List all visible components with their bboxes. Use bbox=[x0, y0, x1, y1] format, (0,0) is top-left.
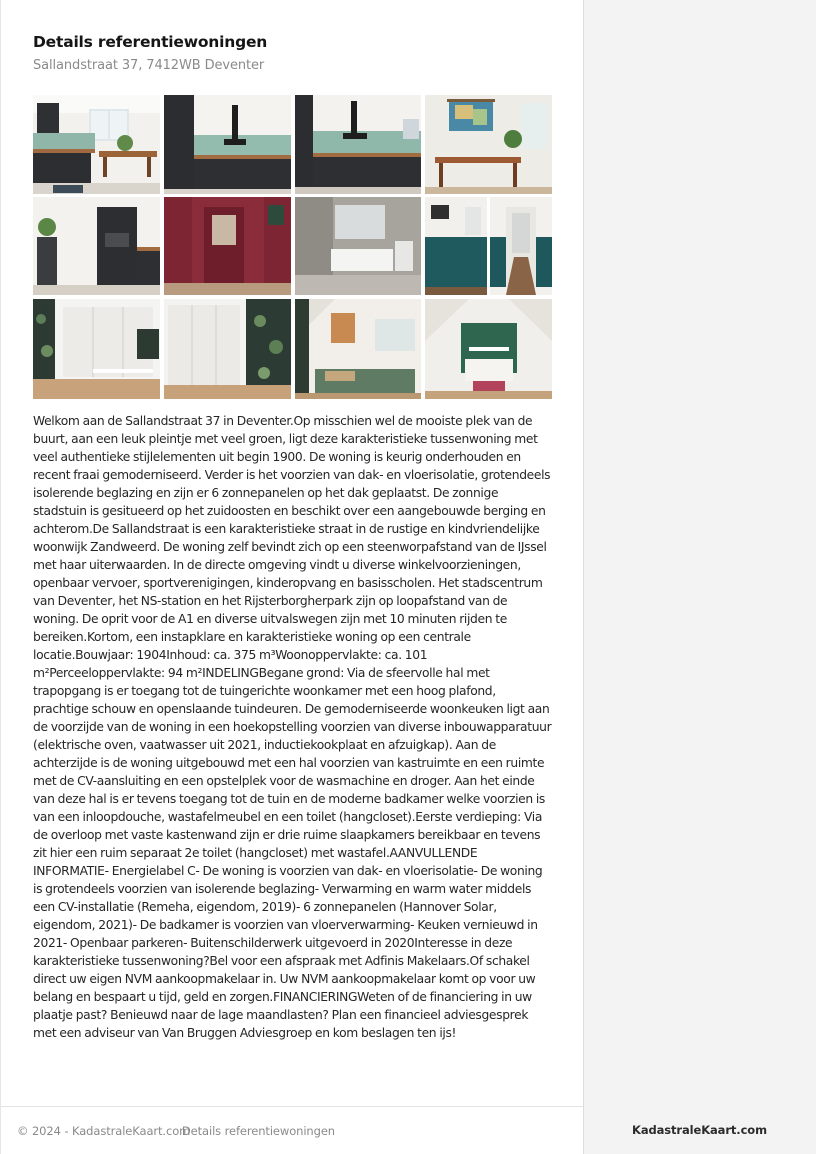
page-title: Details referentiewoningen bbox=[33, 33, 268, 51]
footer-section-label: Details referentiewoningen bbox=[181, 1124, 335, 1138]
kitchen-photo bbox=[164, 95, 291, 194]
footer-copyright: © 2024 - KadastraleKaart.com bbox=[17, 1124, 191, 1138]
dining-photo bbox=[425, 95, 552, 194]
photo-gallery bbox=[33, 95, 552, 399]
kitchen-photo bbox=[33, 197, 160, 295]
landing-photo bbox=[164, 299, 291, 399]
gallery-photo[interactable] bbox=[295, 197, 421, 295]
property-description: Welkom aan de Sallandstraat 37 in Deventer.Op misschien wel de mooiste plek van de buurt, aan een leuk pleintje met veel groen, ligt deze karakteristieke tussenwoning met veel authentieke stijlelementen uit begin 1900. De woning is keurig onderhouden en recent fraai gemoderniseerd. Verder is het voorzien van dak- en vloerisolatie, grotendeels isolerende beglazing en zijn er 6 zonnepanelen op het dak geplaatst. De zonnige stadstuin is gesitueerd op het zuidoosten en beschikt over een aangebouwde berging en achterom.De Sallandstraat is een karakteristieke straat in de rustige en kindvriendelijke woonwijk Zandweerd. De woning zelf bevindt zich op een steenworpafstand van de IJssel met haar uiterwaarden. In de directe omgeving vindt u diverse winkelvoorzieningen, openbaar vervoer, sportverenigingen, kinderopvang en basisscholen. Het stadscentrum van Deventer, het NS-station en het Rijsterborgherpark zijn op loopafstand van de woning. De oprit voor de A1 en diverse uitvalswegen zijn met 10 minuten rijden te bereiken.Kortom, een instapklare en karakteristieke woning op een centrale locatie.Bouwjaar: 1904Inhoud: ca. 375 m³Woonoppervlakte: ca. 101 m²Perceeloppervlakte: 94 m²INDELINGBegane grond: Via de sfeervolle hal met trapopgang is er toegang tot de tuingerichte woonkamer met een hoog plafond, prachtige schouw en openslaande tuindeuren. De gemoderniseerde woonkeuken ligt aan de voorzijde van de woning in een hoekopstelling voorzien van diverse inbouwapparatuur (elektrische oven, vaatwasser uit 2021, inductiekookplaat en afzuigkap). Aan de achterzijde is de woning uitgebouwd met een hal voorzien van kastruimte en een ruimte met de CV-aansluiting en een opstelplek voor de wasmachine en droger. Aan het einde van deze hal is er tevens toegang tot de tuin en de moderne badkamer welke voorzien is van een inloopdouche, wastafelmeubel en een toilet (hangcloset).Eerste verdieping: Via de overloop met vaste kastenwand zijn er drie ruime slaapkamers bereikbaar en tevens zit hier een ruim separaat 2e toilet (hangcloset) met wastafel.AANVULLENDE INFORMATIE- Energielabel C- De woning is voorzien van dak- en vloerisolatie- De woning is grotendeels voorzien van isolerende beglazing- Verwarming en warm water middels een CV-installatie (Remeha, eigendom, 2019)- 6 zonnepanelen (Hannover Solar, eigendom, 2021)- De badkamer is voorzien van vloerverwarming- Keuken vernieuwd in 2021- Openbaar parkeren- Buitenschilderwerk uitgevoerd in 2020Interesse in deze karakteristieke tussenwoning?Bel voor een afspraak met Adfinis Makelaars.Of schakel direct uw eigen NVM aankoopmakelaar in. Uw NVM aankoopmakelaar komt op voor uw belang en bespaart u tijd, geld en zorgen.FINANCIERINGWeten of de financiering in uw plaatje past? Benieuwd naar de lage maandlasten? Plan een financieel adviesgesprek met een adviseur van Van Bruggen Adviesgroep en kom beslagen ten ijs! bbox=[33, 414, 552, 1040]
address-subtitle: Sallandstraat 37, 7412WB Deventer bbox=[33, 58, 265, 73]
bedroom-photo bbox=[295, 299, 421, 399]
gallery-photo[interactable] bbox=[164, 95, 291, 194]
footer-brand[interactable]: KadastraleKaart.com bbox=[632, 1123, 767, 1137]
gallery-photo[interactable] bbox=[164, 299, 291, 399]
gallery-photo[interactable] bbox=[425, 95, 552, 194]
gallery-photo[interactable] bbox=[425, 197, 487, 295]
bathroom-photo bbox=[295, 197, 421, 295]
hallway-photo bbox=[490, 197, 552, 295]
gallery-photo[interactable] bbox=[33, 299, 160, 399]
gallery-photo[interactable] bbox=[425, 299, 552, 399]
kitchen-photo bbox=[33, 95, 160, 194]
hallway-photo bbox=[164, 197, 291, 295]
gallery-photo[interactable] bbox=[164, 197, 291, 295]
footer-divider bbox=[1, 1106, 584, 1107]
kitchen-photo bbox=[295, 95, 421, 194]
gallery-photo[interactable] bbox=[33, 95, 160, 194]
gallery-photo[interactable] bbox=[490, 197, 552, 295]
gallery-photo[interactable] bbox=[33, 197, 160, 295]
gallery-photo[interactable] bbox=[295, 299, 421, 399]
sidebar-panel bbox=[583, 0, 816, 1154]
landing-photo bbox=[33, 299, 160, 399]
gallery-photo[interactable] bbox=[295, 95, 421, 194]
bedroom-photo bbox=[425, 299, 552, 399]
hallway-photo bbox=[425, 197, 487, 295]
